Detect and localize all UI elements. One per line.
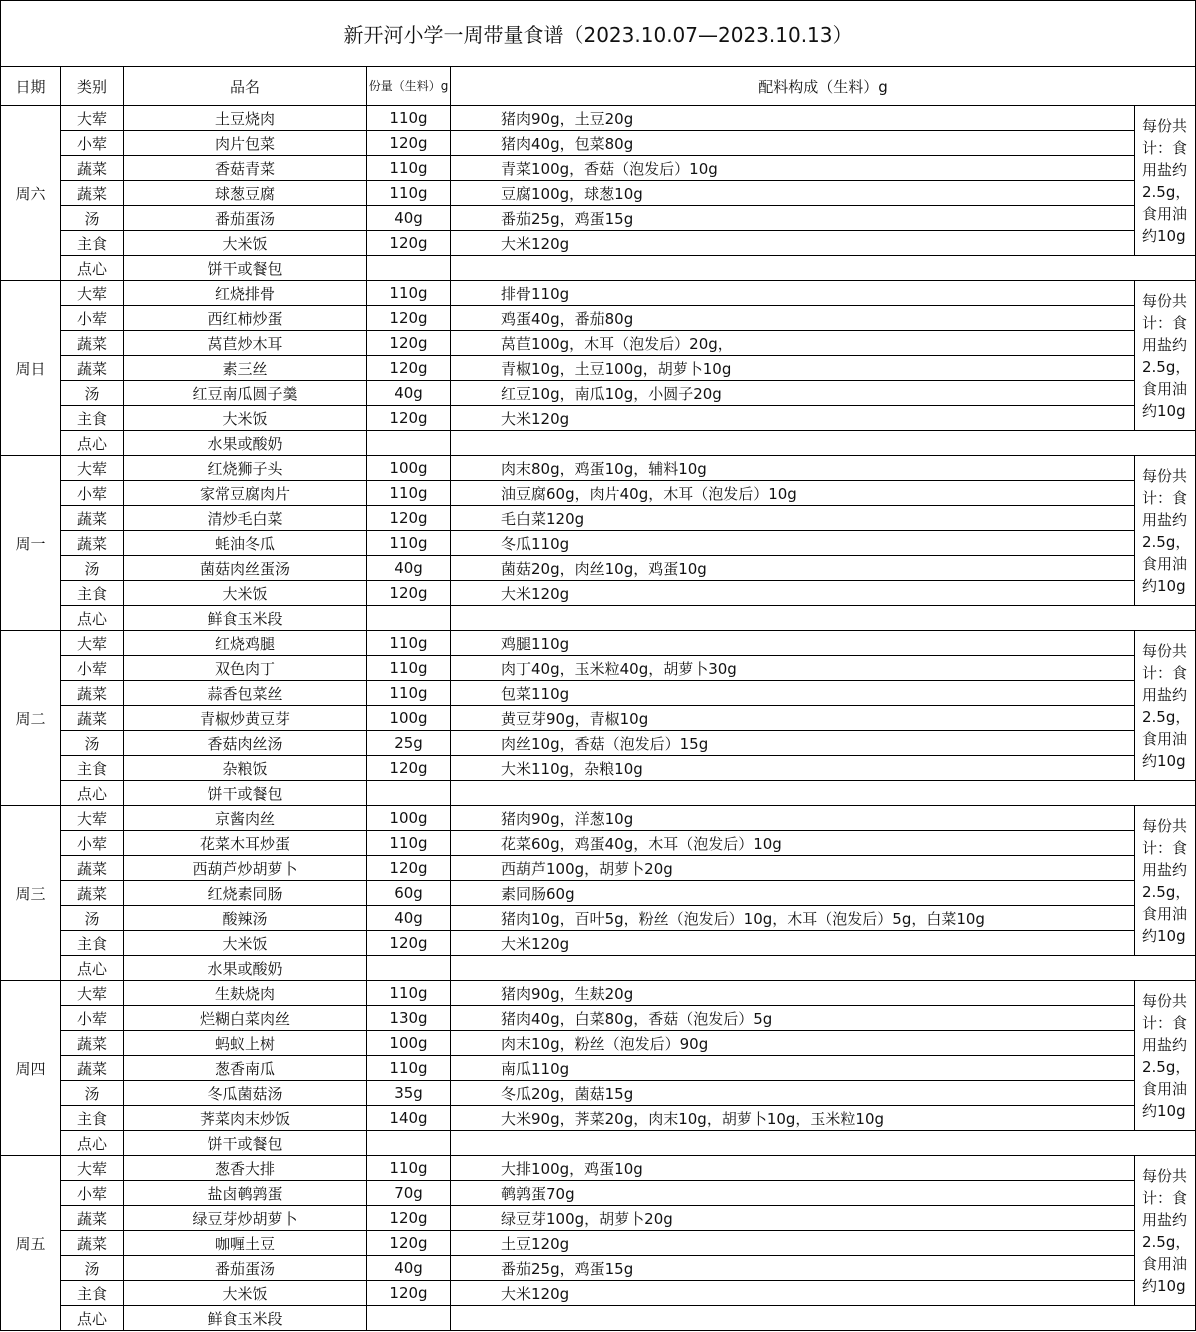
portion-cell: 110g (367, 681, 451, 706)
menu-body (1, 106, 1196, 1331)
portion-cell: 40g (367, 906, 451, 931)
category-cell: 小荤 (61, 1181, 124, 1206)
table-row (1, 156, 1196, 181)
table-row (1, 781, 1196, 806)
dish-cell: 盐卤鹌鹑蛋 (124, 1181, 367, 1206)
table-row (1, 1156, 1196, 1181)
ingredients-cell: 冬瓜110g (451, 531, 1135, 556)
day-cell: 周二 (1, 631, 61, 806)
portion-cell: 120g (367, 506, 451, 531)
portion-cell: 110g (367, 656, 451, 681)
table-row (1, 981, 1196, 1006)
ingredients-cell: 青椒10g，土豆100g，胡萝卜10g (451, 356, 1135, 381)
portion-cell (367, 956, 451, 981)
header-category: 类别 (61, 67, 124, 106)
category-cell: 蔬菜 (61, 506, 124, 531)
dish-cell: 生麸烧肉 (124, 981, 367, 1006)
dish-cell: 蚂蚁上树 (124, 1031, 367, 1056)
ingredients-cell: 大米120g (451, 406, 1135, 431)
dish-cell: 水果或酸奶 (124, 956, 367, 981)
dish-cell: 杂粮饭 (124, 756, 367, 781)
category-cell: 汤 (61, 906, 124, 931)
category-cell: 蔬菜 (61, 1031, 124, 1056)
category-cell: 主食 (61, 406, 124, 431)
portion-cell: 40g (367, 206, 451, 231)
ingredients-cell: 鸡蛋40g，番茄80g (451, 306, 1135, 331)
ingredients-cell: 大米110g，杂粮10g (451, 756, 1135, 781)
category-cell: 主食 (61, 931, 124, 956)
dish-cell: 鲜食玉米段 (124, 606, 367, 631)
table-row (1, 581, 1196, 606)
table-row (1, 481, 1196, 506)
nutrition-note: 每份共计：食用盐约2.5g，食用油约10g (1135, 106, 1196, 256)
ingredients-cell: 红豆10g，南瓜10g，小圆子20g (451, 381, 1135, 406)
ingredients-cell: 猪肉90g，生麸20g (451, 981, 1135, 1006)
category-cell: 主食 (61, 1281, 124, 1306)
ingredients-cell: 大排100g，鸡蛋10g (451, 1156, 1135, 1181)
nutrition-note: 每份共计：食用盐约2.5g，食用油约10g (1135, 981, 1196, 1131)
dish-cell: 大米饭 (124, 406, 367, 431)
dish-cell: 家常豆腐肉片 (124, 481, 367, 506)
category-cell: 蔬菜 (61, 681, 124, 706)
ingredients-cell: 番茄25g，鸡蛋15g (451, 206, 1135, 231)
ingredients-cell: 冬瓜20g，菌菇15g (451, 1081, 1135, 1106)
table-row (1, 356, 1196, 381)
portion-cell: 110g (367, 631, 451, 656)
portion-cell: 120g (367, 856, 451, 881)
dish-cell: 球葱豆腐 (124, 181, 367, 206)
category-cell: 大荤 (61, 106, 124, 131)
portion-cell: 100g (367, 456, 451, 481)
portion-cell (367, 431, 451, 456)
day-cell: 周五 (1, 1156, 61, 1331)
category-cell: 蔬菜 (61, 1056, 124, 1081)
table-row (1, 1206, 1196, 1231)
ingredients-cell: 番茄25g，鸡蛋15g (451, 1256, 1135, 1281)
portion-cell: 120g (367, 1206, 451, 1231)
day-cell: 周四 (1, 981, 61, 1156)
portion-cell: 140g (367, 1106, 451, 1131)
dish-cell: 大米饭 (124, 1281, 367, 1306)
portion-cell: 120g (367, 356, 451, 381)
portion-cell: 120g (367, 306, 451, 331)
category-cell: 点心 (61, 781, 124, 806)
ingredients-cell: 鸡腿110g (451, 631, 1135, 656)
table-row (1, 1281, 1196, 1306)
ingredients-cell: 猪肉40g，白菜80g，香菇（泡发后）5g (451, 1006, 1135, 1031)
category-cell: 点心 (61, 1306, 124, 1331)
category-cell: 大荤 (61, 281, 124, 306)
portion-cell: 110g (367, 281, 451, 306)
page-title: 新开河小学一周带量食谱（2023.10.07—2023.10.13） (0, 0, 1196, 66)
header-dish: 品名 (124, 67, 367, 106)
category-cell: 大荤 (61, 631, 124, 656)
dish-cell: 香菇青菜 (124, 156, 367, 181)
dish-cell: 红烧狮子头 (124, 456, 367, 481)
nutrition-note: 每份共计：食用盐约2.5g，食用油约10g (1135, 281, 1196, 431)
portion-cell: 110g (367, 1056, 451, 1081)
dish-cell: 花菜木耳炒蛋 (124, 831, 367, 856)
portion-cell: 110g (367, 481, 451, 506)
dish-cell: 葱香大排 (124, 1156, 367, 1181)
table-row (1, 181, 1196, 206)
portion-cell: 100g (367, 706, 451, 731)
category-cell: 点心 (61, 1131, 124, 1156)
table-row (1, 456, 1196, 481)
ingredients-cell: 花菜60g，鸡蛋40g，木耳（泡发后）10g (451, 831, 1135, 856)
day-cell: 周日 (1, 281, 61, 456)
menu-table (0, 66, 1196, 1331)
table-row (1, 731, 1196, 756)
ingredients-cell: 南瓜110g (451, 1056, 1135, 1081)
table-row (1, 1081, 1196, 1106)
table-row (1, 1231, 1196, 1256)
header-portion: 份量（生料）g (367, 67, 451, 106)
dish-cell: 酸辣汤 (124, 906, 367, 931)
table-row (1, 1106, 1196, 1131)
portion-cell: 120g (367, 1231, 451, 1256)
ingredients-cell: 油豆腐60g，肉片40g，木耳（泡发后）10g (451, 481, 1135, 506)
ingredients-cell: 猪肉10g，百叶5g，粉丝（泡发后）10g，木耳（泡发后）5g，白菜10g (451, 906, 1135, 931)
dish-cell: 京酱肉丝 (124, 806, 367, 831)
portion-cell: 40g (367, 1256, 451, 1281)
ingredients-cell (451, 781, 1196, 806)
ingredients-cell (451, 1131, 1196, 1156)
dish-cell: 素三丝 (124, 356, 367, 381)
table-row (1, 1131, 1196, 1156)
ingredients-cell (451, 956, 1196, 981)
dish-cell: 葱香南瓜 (124, 1056, 367, 1081)
category-cell: 点心 (61, 606, 124, 631)
header-row (1, 67, 1196, 106)
category-cell: 蔬菜 (61, 1231, 124, 1256)
dish-cell: 西葫芦炒胡萝卜 (124, 856, 367, 881)
table-row (1, 1181, 1196, 1206)
category-cell: 蔬菜 (61, 531, 124, 556)
table-row (1, 306, 1196, 331)
nutrition-note: 每份共计：食用盐约2.5g，食用油约10g (1135, 806, 1196, 956)
category-cell: 小荤 (61, 1006, 124, 1031)
dish-cell: 土豆烧肉 (124, 106, 367, 131)
portion-cell: 120g (367, 1281, 451, 1306)
category-cell: 主食 (61, 581, 124, 606)
portion-cell: 100g (367, 1031, 451, 1056)
dish-cell: 菌菇肉丝蛋汤 (124, 556, 367, 581)
ingredients-cell: 绿豆芽100g，胡萝卜20g (451, 1206, 1135, 1231)
portion-cell: 110g (367, 156, 451, 181)
portion-cell: 110g (367, 981, 451, 1006)
category-cell: 小荤 (61, 481, 124, 506)
ingredients-cell: 包菜110g (451, 681, 1135, 706)
ingredients-cell: 豆腐100g，球葱10g (451, 181, 1135, 206)
table-row (1, 281, 1196, 306)
day-cell: 周三 (1, 806, 61, 981)
portion-cell (367, 606, 451, 631)
category-cell: 汤 (61, 206, 124, 231)
category-cell: 大荤 (61, 806, 124, 831)
ingredients-cell: 排骨110g (451, 281, 1135, 306)
portion-cell (367, 1306, 451, 1331)
dish-cell: 咖喱土豆 (124, 1231, 367, 1256)
portion-cell: 40g (367, 381, 451, 406)
dish-cell: 蚝油冬瓜 (124, 531, 367, 556)
dish-cell: 饼干或餐包 (124, 256, 367, 281)
portion-cell: 120g (367, 406, 451, 431)
table-row (1, 931, 1196, 956)
category-cell: 小荤 (61, 131, 124, 156)
portion-cell: 110g (367, 1156, 451, 1181)
category-cell: 蔬菜 (61, 331, 124, 356)
portion-cell: 120g (367, 331, 451, 356)
dish-cell: 水果或酸奶 (124, 431, 367, 456)
ingredients-cell: 土豆120g (451, 1231, 1135, 1256)
category-cell: 汤 (61, 1256, 124, 1281)
category-cell: 主食 (61, 756, 124, 781)
table-row (1, 406, 1196, 431)
portion-cell: 120g (367, 581, 451, 606)
dish-cell: 红豆南瓜圆子羹 (124, 381, 367, 406)
dish-cell: 红烧素同肠 (124, 881, 367, 906)
ingredients-cell: 素同肠60g (451, 881, 1135, 906)
table-row (1, 506, 1196, 531)
category-cell: 点心 (61, 431, 124, 456)
category-cell: 大荤 (61, 1156, 124, 1181)
category-cell: 汤 (61, 381, 124, 406)
ingredients-cell: 毛白菜120g (451, 506, 1135, 531)
ingredients-cell (451, 606, 1196, 631)
table-row (1, 256, 1196, 281)
portion-cell: 110g (367, 831, 451, 856)
day-cell: 周六 (1, 106, 61, 281)
ingredients-cell (451, 1306, 1196, 1331)
table-row (1, 856, 1196, 881)
nutrition-note: 每份共计：食用盐约2.5g，食用油约10g (1135, 1156, 1196, 1306)
ingredients-cell: 鹌鹑蛋70g (451, 1181, 1135, 1206)
category-cell: 小荤 (61, 831, 124, 856)
ingredients-cell: 猪肉90g，土豆20g (451, 106, 1135, 131)
category-cell: 汤 (61, 1081, 124, 1106)
portion-cell: 120g (367, 231, 451, 256)
dish-cell: 蒜香包菜丝 (124, 681, 367, 706)
ingredients-cell: 青菜100g，香菇（泡发后）10g (451, 156, 1135, 181)
dish-cell: 饼干或餐包 (124, 1131, 367, 1156)
category-cell: 蔬菜 (61, 881, 124, 906)
table-row (1, 1056, 1196, 1081)
portion-cell: 100g (367, 806, 451, 831)
dish-cell: 肉片包菜 (124, 131, 367, 156)
dish-cell: 清炒毛白菜 (124, 506, 367, 531)
dish-cell: 西红柿炒蛋 (124, 306, 367, 331)
category-cell: 汤 (61, 556, 124, 581)
ingredients-cell: 肉丁40g，玉米粒40g，胡萝卜30g (451, 656, 1135, 681)
dish-cell: 冬瓜菌菇汤 (124, 1081, 367, 1106)
dish-cell: 荠菜肉末炒饭 (124, 1106, 367, 1131)
table-row (1, 381, 1196, 406)
dish-cell: 大米饭 (124, 581, 367, 606)
category-cell: 大荤 (61, 456, 124, 481)
portion-cell: 40g (367, 556, 451, 581)
portion-cell: 120g (367, 931, 451, 956)
portion-cell: 70g (367, 1181, 451, 1206)
table-row (1, 806, 1196, 831)
table-row (1, 1006, 1196, 1031)
table-row (1, 1256, 1196, 1281)
table-row (1, 1031, 1196, 1056)
portion-cell: 25g (367, 731, 451, 756)
dish-cell: 大米饭 (124, 231, 367, 256)
table-row (1, 756, 1196, 781)
day-cell: 周一 (1, 456, 61, 631)
ingredients-cell: 西葫芦100g，胡萝卜20g (451, 856, 1135, 881)
dish-cell: 番茄蛋汤 (124, 206, 367, 231)
header-date: 日期 (1, 67, 61, 106)
table-row (1, 556, 1196, 581)
dish-cell: 双色肉丁 (124, 656, 367, 681)
table-row (1, 231, 1196, 256)
table-row (1, 706, 1196, 731)
ingredients-cell: 肉末10g，粉丝（泡发后）90g (451, 1031, 1135, 1056)
table-row (1, 881, 1196, 906)
ingredients-cell: 黄豆芽90g，青椒10g (451, 706, 1135, 731)
table-row (1, 331, 1196, 356)
portion-cell: 120g (367, 756, 451, 781)
ingredients-cell: 肉末80g，鸡蛋10g，辅料10g (451, 456, 1135, 481)
ingredients-cell (451, 256, 1196, 281)
table-row (1, 956, 1196, 981)
ingredients-cell: 菌菇20g，肉丝10g，鸡蛋10g (451, 556, 1135, 581)
category-cell: 蔬菜 (61, 856, 124, 881)
portion-cell (367, 781, 451, 806)
table-row (1, 631, 1196, 656)
dish-cell: 大米饭 (124, 931, 367, 956)
category-cell: 汤 (61, 731, 124, 756)
dish-cell: 青椒炒黄豆芽 (124, 706, 367, 731)
nutrition-note: 每份共计：食用盐约2.5g，食用油约10g (1135, 456, 1196, 606)
portion-cell: 110g (367, 181, 451, 206)
category-cell: 蔬菜 (61, 356, 124, 381)
table-row (1, 906, 1196, 931)
ingredients-cell: 大米120g (451, 581, 1135, 606)
portion-cell: 130g (367, 1006, 451, 1031)
category-cell: 蔬菜 (61, 1206, 124, 1231)
ingredients-cell: 大米120g (451, 1281, 1135, 1306)
table-row (1, 656, 1196, 681)
category-cell: 主食 (61, 231, 124, 256)
header-composition: 配料构成（生料）g (451, 67, 1196, 106)
dish-cell: 番茄蛋汤 (124, 1256, 367, 1281)
table-row (1, 831, 1196, 856)
category-cell: 点心 (61, 256, 124, 281)
table-row (1, 1306, 1196, 1331)
ingredients-cell: 猪肉40g，包菜80g (451, 131, 1135, 156)
ingredients-cell: 大米120g (451, 931, 1135, 956)
portion-cell: 35g (367, 1081, 451, 1106)
dish-cell: 鲜食玉米段 (124, 1306, 367, 1331)
dish-cell: 饼干或餐包 (124, 781, 367, 806)
dish-cell: 莴苣炒木耳 (124, 331, 367, 356)
category-cell: 蔬菜 (61, 706, 124, 731)
dish-cell: 红烧排骨 (124, 281, 367, 306)
table-row (1, 206, 1196, 231)
ingredients-cell: 猪肉90g，洋葱10g (451, 806, 1135, 831)
dish-cell: 烂糊白菜肉丝 (124, 1006, 367, 1031)
portion-cell (367, 256, 451, 281)
table-row (1, 531, 1196, 556)
portion-cell: 60g (367, 881, 451, 906)
portion-cell: 110g (367, 106, 451, 131)
dish-cell: 香菇肉丝汤 (124, 731, 367, 756)
portion-cell: 110g (367, 531, 451, 556)
ingredients-cell: 大米90g，荠菜20g，肉末10g，胡萝卜10g，玉米粒10g (451, 1106, 1135, 1131)
ingredients-cell (451, 431, 1196, 456)
ingredients-cell: 大米120g (451, 231, 1135, 256)
table-row (1, 681, 1196, 706)
table-row (1, 131, 1196, 156)
portion-cell (367, 1131, 451, 1156)
category-cell: 蔬菜 (61, 156, 124, 181)
category-cell: 主食 (61, 1106, 124, 1131)
ingredients-cell: 莴苣100g，木耳（泡发后）20g， (451, 331, 1135, 356)
ingredients-cell: 肉丝10g，香菇（泡发后）15g (451, 731, 1135, 756)
dish-cell: 绿豆芽炒胡萝卜 (124, 1206, 367, 1231)
table-row (1, 106, 1196, 131)
category-cell: 点心 (61, 956, 124, 981)
nutrition-note: 每份共计：食用盐约2.5g，食用油约10g (1135, 631, 1196, 781)
category-cell: 小荤 (61, 656, 124, 681)
table-row (1, 606, 1196, 631)
table-row (1, 431, 1196, 456)
portion-cell: 120g (367, 131, 451, 156)
category-cell: 小荤 (61, 306, 124, 331)
category-cell: 大荤 (61, 981, 124, 1006)
dish-cell: 红烧鸡腿 (124, 631, 367, 656)
category-cell: 蔬菜 (61, 181, 124, 206)
